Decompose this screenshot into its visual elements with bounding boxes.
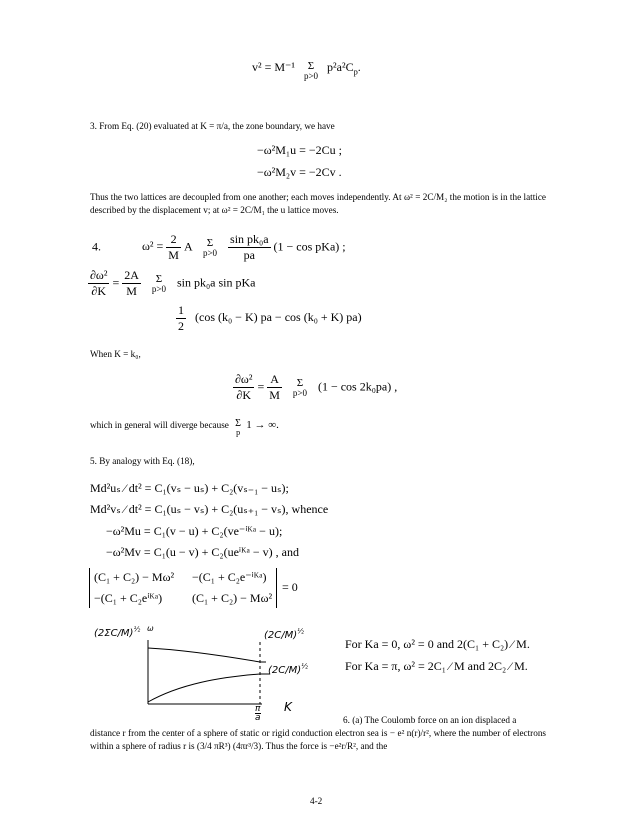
graph-upper-label-exp: ½ (297, 627, 304, 636)
frac-num: A (267, 372, 282, 388)
sin-term: sin pk₀a sin pKa (176, 275, 256, 290)
frac-num: ∂ω² (235, 372, 253, 386)
cos-term: (cos (k₀ − K) pa − cos (k₀ + K) pa) (195, 310, 362, 325)
diverge-tail: 1 → ∞. (246, 419, 279, 431)
graph-lower-label-text: (2C/M) (268, 665, 302, 676)
top-eq-rhs-sub: p (353, 67, 358, 77)
item3-eq2: −ω²M₂v = −2Cv . (257, 165, 342, 179)
determinant-bar-right (276, 568, 277, 608)
equals-sign: = (257, 379, 265, 394)
graph-x-label: K (284, 700, 292, 714)
sum-symbol: Σ (307, 60, 315, 72)
x-tick-a: a (255, 713, 261, 723)
fraction-half (176, 303, 186, 334)
frac-den: M (269, 388, 280, 402)
item4-derivative (88, 268, 255, 299)
determinant-rhs: = 0 (282, 580, 298, 594)
sum-limit: p>0 (292, 388, 307, 398)
when-line: When K = k₀, (90, 349, 141, 359)
sum-symbol: Σ (296, 377, 304, 389)
frac-num: ∂ω² (90, 268, 108, 282)
fraction-domega-dK (88, 268, 109, 299)
frac-den: 2 (178, 319, 184, 333)
sum-limit: p (236, 428, 241, 437)
acoustic-branch (148, 674, 260, 702)
when-tail: (1 − cos 2k₀pa) , (317, 379, 398, 394)
graph-omega-axis: ω (147, 624, 154, 633)
sum-symbol: Σ (155, 273, 163, 285)
frac-num: 1 (178, 303, 184, 317)
graph-upper-label-text: (2C/M) (264, 630, 298, 641)
item4-omega: ω² = (142, 239, 164, 254)
item4-tail: (1 − cos pKa) ; (273, 239, 346, 254)
item3-paragraph: Thus the two lattices are decoupled from one another; each moves independently. At ω² = 2C/M₂ the motion is in the lattice described by the displacement v; at ω² = 2C/M₁ the u lattice moves. (90, 192, 546, 215)
frac-num: sin pk₀a (230, 232, 269, 246)
top-eq-lhs: v² = M⁻¹ (252, 60, 295, 74)
diverge-text: which in general will diverge because (90, 420, 229, 430)
frac-den: M (168, 248, 179, 262)
sum-symbol: Σ (206, 237, 214, 249)
sum-limit: p>0 (151, 284, 166, 294)
top-eq-rhs: p²a²C (327, 60, 354, 74)
item5-intro: 5. By analogy with Eq. (18), (90, 456, 195, 466)
item4-num: 4. (92, 239, 101, 254)
item5-line1: Md²uₛ ⁄ dt² = C₁(vₛ − uₛ) + C₂(vₛ₋₁ − uₛ); (90, 481, 289, 495)
page-number: 4-2 (310, 796, 323, 806)
frac-den: ∂K (91, 284, 107, 298)
frac-den: M (126, 284, 137, 298)
item5-line3: −ω²Mu = C₁(v − u) + C₂(ve⁻ⁱᴷᵃ − u); (106, 524, 283, 538)
matrix-m21: −(C₁ + C₂eⁱᴷᵃ) (94, 591, 163, 605)
determinant-bar-left (89, 568, 90, 608)
item6-start: 6. (a) The Coulomb force on an ion displaced a (343, 715, 517, 725)
when-equation (233, 372, 397, 403)
optical-branch (148, 648, 260, 662)
sum-limit: p>0 (202, 248, 218, 258)
graph-upper-label (264, 627, 304, 641)
diverge-line (90, 419, 279, 437)
graph-x-tick (255, 705, 261, 722)
item4-cos-line (176, 303, 362, 334)
graph-lower-label-exp: ½ (301, 662, 308, 671)
item5-line4: −ω²Mv = C₁(u − v) + C₂(ueⁱᴷᵃ − v) , and (106, 545, 299, 559)
fraction-A-over-M (267, 372, 282, 403)
sum-symbol: Σ (235, 418, 241, 429)
graph-text-2: For Ka = π, ω² = 2C₁ ⁄ M and 2C₂ ⁄ M. (345, 659, 528, 673)
frac-den: ∂K (236, 388, 252, 402)
frac-num: 2 (166, 232, 181, 248)
graph-y-label-exp: ½ (133, 625, 141, 634)
graph-lower-label (268, 662, 308, 676)
item3-eq1: −ω²M₁u = −2Cu ; (257, 143, 342, 157)
item5-line2: Md²vₛ ⁄ dt² = C₁(uₛ − vₛ) + C₂(uₛ₊₁ − vₛ), whence (90, 502, 329, 516)
fraction-domega-dK (233, 372, 254, 403)
frac-den: pa (243, 248, 255, 262)
item4-A: A (183, 239, 192, 254)
fraction-sin-over-pa (228, 232, 271, 263)
fraction-2A-over-M (122, 268, 141, 299)
top-eq-tail: . (357, 60, 361, 74)
frac-num: 2A (124, 268, 139, 282)
graph-y-label-text: (2ΣC/M) (94, 628, 134, 639)
sum-limit: p>0 (303, 71, 319, 81)
item3-intro: 3. From Eq. (20) evaluated at K = π/a, the zone boundary, we have (90, 121, 335, 131)
item4-equation (92, 232, 346, 263)
item6-paragraph: distance r from the center of a sphere of static or rigid conduction electron sea is − e² n(r)/r², where the number of electrons within a sphere of radius r is (3/4 πR³) (4πr³/3). Thus the force is −e²r/R², and the (90, 728, 546, 751)
graph-text-1: For Ka = 0, ω² = 0 and 2(C₁ + C₂) ⁄ M. (345, 637, 530, 651)
fraction-2-over-M (166, 232, 181, 263)
x-tick-pi: π (255, 704, 261, 714)
matrix-m22: (C₁ + C₂) − Mω² (192, 591, 273, 605)
equals-sign: = (112, 275, 120, 290)
matrix-m12: −(C₁ + C₂e⁻ⁱᴷᵃ) (192, 570, 267, 584)
top-equation (252, 60, 361, 81)
matrix-m11: (C₁ + C₂) − Mω² (94, 570, 175, 584)
graph-y-label (94, 625, 141, 639)
